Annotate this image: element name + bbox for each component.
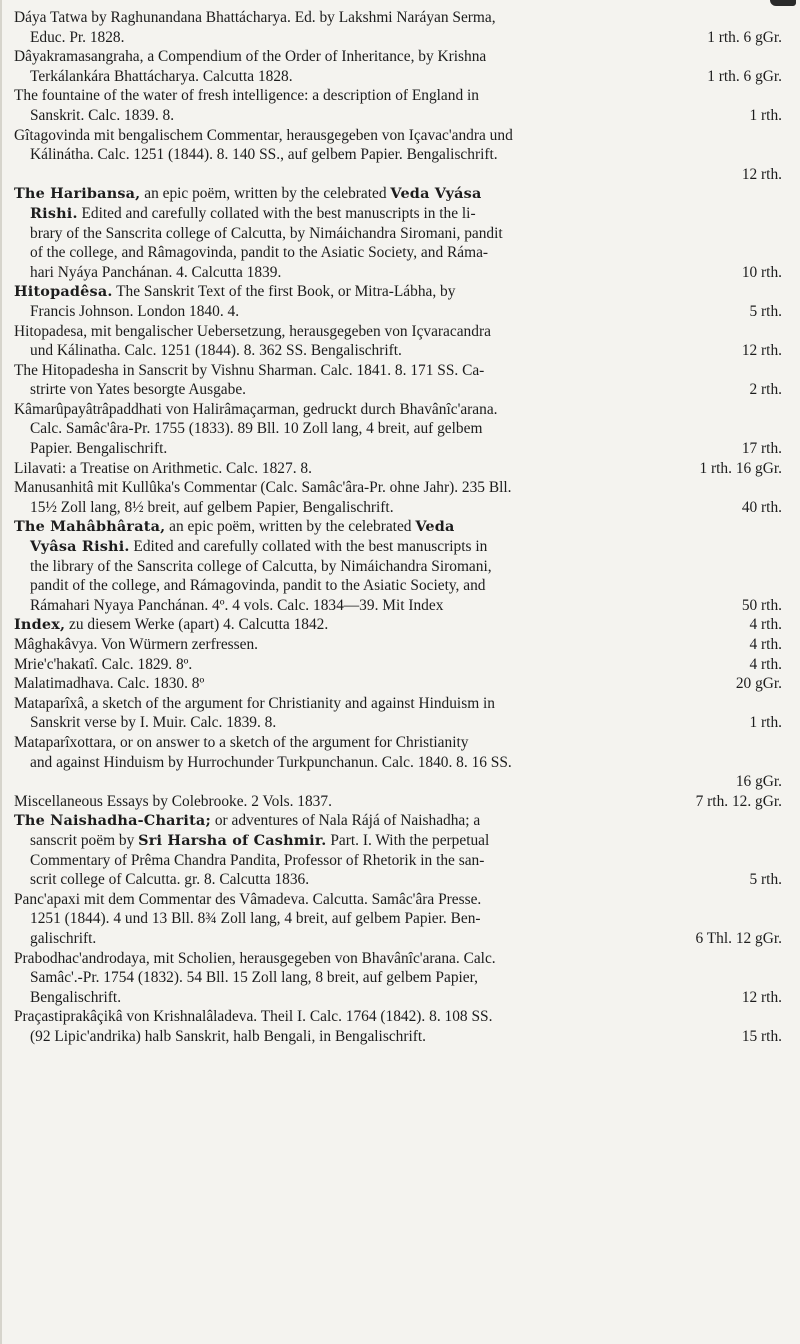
entry-text: Terkálankára Bhattácharya. Calcutta 1828. xyxy=(30,67,293,85)
entry-line: Calc. Samâc'âra-Pr. 1755 (1833). 89 Bll. 10 Zoll lang, 4 breit, auf gelbem xyxy=(30,420,483,438)
entry-line: brary of the Sanscrita college of Calcutta, by Nimáichandra Siromani, pandit xyxy=(30,224,503,242)
entry-price: 20 gGr. xyxy=(735,675,782,693)
catalog-entry xyxy=(14,126,782,185)
entry-price: 5 rth. xyxy=(749,871,782,889)
catalog-entry xyxy=(14,949,782,1008)
entry-text: 15½ Zoll lang, 8½ breit, auf gelbem Papier, Bengalischrift. xyxy=(30,498,394,516)
entry-line xyxy=(14,204,782,224)
entry-line-with-price xyxy=(14,792,782,812)
entry-line: Hitopadesa, mit bengalischer Uebersetzung, herausgegeben von Içvaracandra xyxy=(14,322,491,340)
entry-price: 4 rth. xyxy=(749,655,782,673)
entry-bold-title: The Mahâbhârata, xyxy=(14,518,166,536)
entry-bold-author: Veda Vyása xyxy=(390,185,482,203)
entry-price: 1 rth. 6 gGr. xyxy=(707,28,782,46)
entry-price: 15 rth. xyxy=(741,1027,782,1045)
entry-price: 12 rth. xyxy=(741,988,782,1006)
entry-text: The Sanskrit Text of the first Book, or Mitra-Lábha, by xyxy=(112,283,456,301)
entry-text: Part. I. With the perpetual xyxy=(326,831,490,849)
entry-text: galischrift. xyxy=(30,929,97,947)
entry-line: Mataparîxottara, or on answer to a sketch of the argument for Christianity xyxy=(14,733,469,751)
entry-line-with-price xyxy=(14,635,782,655)
entry-price: 4 rth. xyxy=(749,616,782,634)
entry-text: Rámahari Nyaya Panchánan. 4º. 4 vols. Calc. 1834—39. Mit Index xyxy=(30,596,444,614)
entry-line: Kálinátha. Calc. 1251 (1844). 8. 140 SS., auf gelbem Papier. Bengalischrift. xyxy=(30,146,498,164)
entry-bold-author: Veda xyxy=(415,518,455,536)
catalog-entry xyxy=(14,811,782,889)
entry-line-with-price xyxy=(14,655,782,675)
page-corner-mark xyxy=(770,0,796,6)
catalog-entry xyxy=(14,361,782,400)
entry-line-with-price xyxy=(14,439,782,459)
entry-price: 5 rth. xyxy=(749,302,782,320)
catalog-entry xyxy=(14,400,782,459)
catalog-entry xyxy=(14,322,782,361)
entry-bold-title: Hitopadêsa. xyxy=(14,283,113,301)
entry-text: Lilavati: a Treatise on Arithmetic. Calc. 1827. 8. xyxy=(14,459,312,477)
entry-line xyxy=(14,537,782,557)
catalog-entry xyxy=(14,792,782,812)
entry-line: Mataparîxâ, a sketch of the argument for Christianity and against Hinduism in xyxy=(14,694,495,712)
entry-line-with-price xyxy=(14,67,782,87)
catalog-entry xyxy=(14,459,782,479)
entry-bold-author: Rishi. xyxy=(30,204,78,222)
entry-text: Mâghakâvya. Von Würmern zerfressen. xyxy=(14,636,259,653)
entry-text: Malatimadhava. Calc. 1830. 8º xyxy=(14,675,205,693)
entry-line: Praçastiprakâçikâ von Krishnalâladeva. Theil I. Calc. 1764 (1842). 8. 108 SS. xyxy=(14,1008,493,1026)
entry-price: 16 gGr. xyxy=(735,773,782,791)
entry-line-with-price xyxy=(14,988,782,1008)
entry-line: Prabodhac'androdaya, mit Scholien, herausgegeben von Bhavânîc'arana. Calc. xyxy=(14,949,496,967)
entry-line-with-price xyxy=(14,615,782,635)
entry-price: 4 rth. xyxy=(749,636,782,653)
entry-line: Kâmarûpayâtrâpaddhati von Halirâmaçarman, gedruckt durch Bhavânîc'arana. xyxy=(14,400,498,418)
entry-line xyxy=(14,282,782,302)
entry-price: 10 rth. xyxy=(741,263,782,281)
entry-text: Mrie'c'hakatî. Calc. 1829. 8º. xyxy=(14,655,193,673)
entry-line-with-price xyxy=(14,674,782,694)
entry-bold-author: Vyâsa Rishi. xyxy=(30,538,130,556)
entry-line: pandit of the college, and Rámagovinda, pandit to the Asiatic Society, and xyxy=(30,577,486,595)
entry-line-with-price xyxy=(14,380,782,400)
entry-line: Manusanhitâ mit Kullûka's Commentar (Calc. Samâc'âra-Pr. ohne Jahr). 235 Bll. xyxy=(14,479,512,497)
entry-line xyxy=(14,811,782,831)
catalog-entry xyxy=(14,890,782,949)
catalog-entry xyxy=(14,1007,782,1046)
entry-line-with-price xyxy=(14,929,782,949)
catalog-entry xyxy=(14,635,782,655)
entry-text: Bengalischrift. xyxy=(30,988,122,1006)
entry-line-with-price xyxy=(14,713,782,733)
entry-price: 12 rth. xyxy=(741,165,782,183)
catalog-entry xyxy=(14,694,782,733)
entry-text: Sanskrit verse by I. Muir. Calc. 1839. 8. xyxy=(30,714,277,732)
catalog-entry xyxy=(14,184,782,282)
catalog-entry xyxy=(14,282,782,321)
entry-price: 1 rth. xyxy=(749,714,782,732)
entry-price: 12 rth. xyxy=(741,342,782,360)
catalog-entry xyxy=(14,478,782,517)
entry-line-with-price xyxy=(14,596,782,616)
entry-price: 40 rth. xyxy=(741,498,782,516)
entry-text: und Kálinatha. Calc. 1251 (1844). 8. 362 SS. Bengalischrift. xyxy=(30,342,402,360)
catalog-entry xyxy=(14,655,782,675)
entry-line: Panc'apaxi mit dem Commentar des Vâmadeva. Calcutta. Samâc'âra Presse. xyxy=(14,890,482,908)
page-margin-line xyxy=(0,0,2,1344)
entry-bold-title: Index, xyxy=(14,616,66,634)
entry-text: Papier. Bengalischrift. xyxy=(30,440,168,458)
entry-line: the library of the Sanscrita college of Calcutta, by Nimáichandra Siromani, xyxy=(30,557,492,575)
entry-text: Francis Johnson. London 1840. 4. xyxy=(30,302,240,320)
entry-line: Dáya Tatwa by Raghunandana Bhattácharya. Ed. by Lakshmi Naráyan Serma, xyxy=(14,9,496,26)
entry-line: The fountaine of the water of fresh intelligence: a description of England in xyxy=(14,87,479,105)
entry-line: Dâyakramasangraha, a Compendium of the Order of Inheritance, by Krishna xyxy=(14,48,487,66)
entry-line-with-price xyxy=(14,28,782,48)
entry-line xyxy=(14,517,782,537)
entry-text: or adventures of Nala Rájá of Naishadha; a xyxy=(210,812,481,830)
entry-text: zu diesem Werke (apart) 4. Calcutta 1842. xyxy=(65,616,329,634)
entry-line-with-price xyxy=(14,498,782,518)
entry-price: 2 rth. xyxy=(749,381,782,399)
entry-text: Edited and carefully collated with the best manuscripts in xyxy=(129,538,488,556)
entry-price: 6 Thl. 12 gGr. xyxy=(695,929,782,947)
entry-line: and against Hinduism by Hurrochunder Turkpunchanun. Calc. 1840. 8. 16 SS. xyxy=(30,753,512,771)
catalog-column xyxy=(14,8,782,1046)
entry-text: Educ. Pr. 1828. xyxy=(30,28,125,46)
entry-line: 1251 (1844). 4 und 13 Bll. 8¾ Zoll lang, 4 breit, auf gelbem Papier. Ben- xyxy=(30,910,481,928)
entry-text: Miscellaneous Essays by Colebrooke. 2 Vols. 1837. xyxy=(14,792,332,810)
entry-text: strirte von Yates besorgte Ausgabe. xyxy=(30,381,247,399)
entry-line-with-price xyxy=(14,459,782,479)
entry-line-with-price xyxy=(14,870,782,890)
entry-price: 1 rth. 6 gGr. xyxy=(707,67,782,85)
entry-line-with-price xyxy=(14,263,782,283)
catalog-entry xyxy=(14,733,782,792)
entry-price: 17 rth. xyxy=(741,440,782,458)
entry-line-with-price xyxy=(14,106,782,126)
catalog-entry xyxy=(14,47,782,86)
catalog-entry xyxy=(14,8,782,47)
entry-price: 1 rth. xyxy=(749,106,782,124)
catalog-entry xyxy=(14,517,782,615)
entry-text: Edited and carefully collated with the best manuscripts in the li- xyxy=(81,204,476,222)
entry-price: 50 rth. xyxy=(741,596,782,614)
entry-line xyxy=(14,184,782,204)
entry-line: of the college, and Râmagovinda, pandit to the Asiatic Society, and Ráma- xyxy=(30,244,489,262)
entry-price: 1 rth. 16 gGr. xyxy=(699,459,782,477)
catalog-entry xyxy=(14,615,782,635)
entry-line-with-price xyxy=(14,302,782,322)
entry-line: Commentary of Prêma Chandra Pandita, Professor of Rhetorik in the san- xyxy=(30,851,485,869)
entry-bold-title: The Naishadha-Charita; xyxy=(14,812,211,830)
entry-bold-title: The Haribansa, xyxy=(14,185,141,203)
entry-bold-author: Sri Harsha of Cashmir. xyxy=(138,831,327,849)
entry-line: Gîtagovinda mit bengalischem Commentar, herausgegeben von Içavac'andra und xyxy=(14,126,513,144)
entry-line xyxy=(14,831,782,851)
entry-price: 7 rth. 12. gGr. xyxy=(695,792,782,810)
entry-text: an epic poëm, written by the celebrated xyxy=(140,185,391,203)
entry-text: an epic poëm, written by the celebrated xyxy=(165,518,416,536)
entry-text: Sanskrit. Calc. 1839. 8. xyxy=(30,106,175,124)
entry-line-with-price xyxy=(14,341,782,361)
catalog-entry xyxy=(14,86,782,125)
entry-text: scrit college of Calcutta. gr. 8. Calcutta 1836. xyxy=(30,871,310,889)
entry-line: The Hitopadesha in Sanscrit by Vishnu Sharman. Calc. 1841. 8. 171 SS. Ca- xyxy=(14,361,485,379)
entry-line-with-price xyxy=(14,1027,782,1047)
entry-line: Samâc'.-Pr. 1754 (1832). 54 Bll. 15 Zoll lang, 8 breit, auf gelbem Papier, xyxy=(30,969,478,987)
catalog-entry xyxy=(14,674,782,694)
entry-text: sanscrit poëm by xyxy=(30,831,139,849)
entry-text: hari Nyáya Panchánan. 4. Calcutta 1839. xyxy=(30,263,282,281)
entry-text: (92 Lipic'andrika) halb Sanskrit, halb Bengali, in Bengalischrift. xyxy=(30,1027,426,1045)
